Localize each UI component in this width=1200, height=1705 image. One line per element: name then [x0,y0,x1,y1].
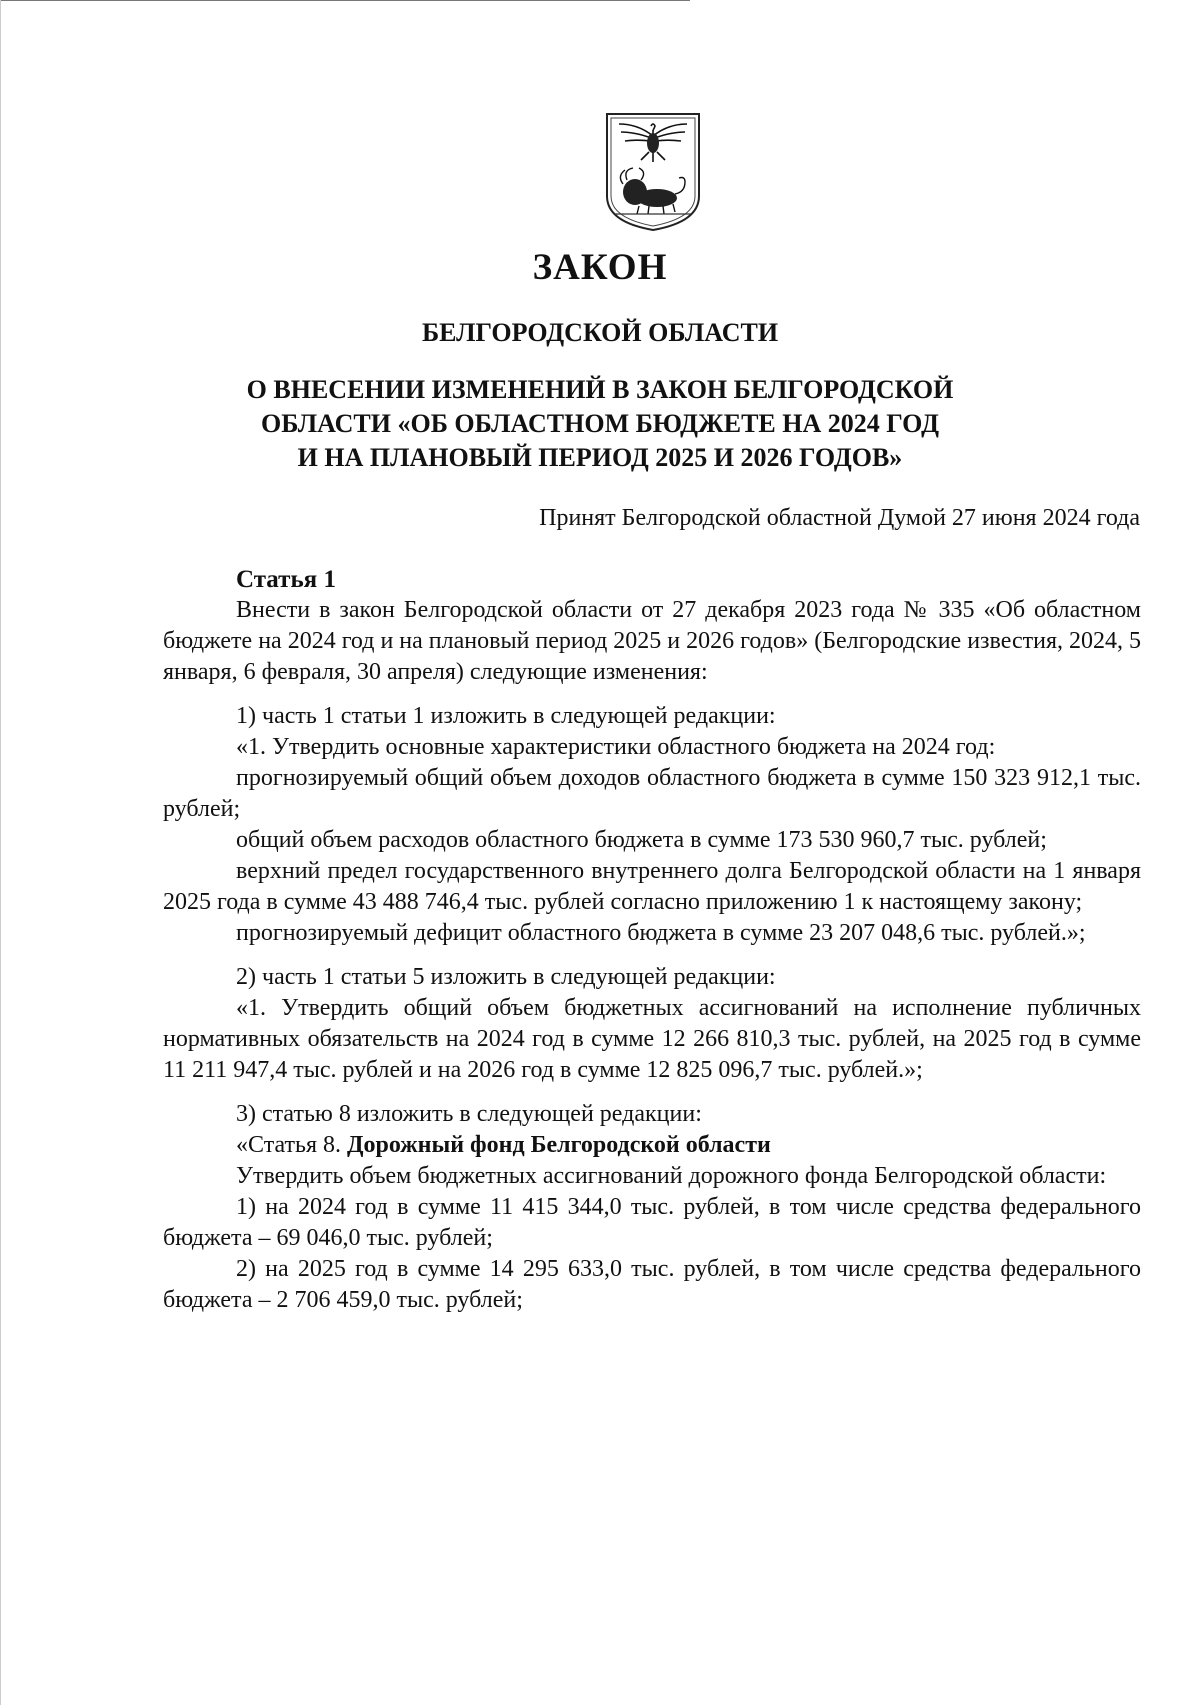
adoption-note: Принят Белгородской областной Думой 27 июня 2024 года [539,505,1140,531]
item-1-line: «1. Утвердить основные характеристики областного бюджета на 2024 год: [236,734,996,760]
article-8-intro: Утвердить объем бюджетных ассигнований дорожного фонда Белгородской области: [236,1163,1107,1189]
item-1-line: прогнозируемый дефицит областного бюджета в сумме 23 207 048,6 тыс. рублей.»; [236,920,1086,946]
law-title: ЗАКОН [532,247,668,288]
article-8-line: 1) на 2024 год в сумме 11 415 344,0 тыс. рублей, в том числе средства федерального бюджета – 69 046,0 тыс. рублей; [163,1194,1141,1251]
document-body [163,564,1141,1316]
item-1-line: общий объем расходов областного бюджета в сумме 173 530 960,7 тыс. рублей; [236,827,1047,853]
item-2-heading: 2) часть 1 статьи 5 изложить в следующей редакции: [236,964,776,990]
article-8-line: 2) на 2025 год в сумме 14 295 633,0 тыс. рублей, в том числе средства федерального бюджета – 2 706 459,0 тыс. рублей; [163,1256,1141,1313]
law-region: БЕЛГОРОДСКОЙ ОБЛАСТИ [421,318,779,347]
law-subject-line: И НА ПЛАНОВЫЙ ПЕРИОД 2025 И 2026 ГОДОВ» [297,443,903,472]
belgorod-coat-of-arms-icon [601,110,705,232]
article-8-heading [163,1130,1141,1161]
item-3-heading: 3) статью 8 изложить в следующей редакции: [236,1101,702,1127]
article-8-prefix: «Статья 8. [236,1132,347,1158]
law-subject-line: О ВНЕСЕНИИ ИЗМЕНЕНИЙ В ЗАКОН БЕЛГОРОДСКОЙ [246,375,954,404]
law-subject-line: ОБЛАСТИ «ОБ ОБЛАСТНОМ БЮДЖЕТЕ НА 2024 ГОД [261,409,939,438]
article-intro: Внести в закон Белгородской области от 27 декабря 2023 года № 335 «Об областном бюджете на 2024 год и на плановый период 2025 и 2026 годов» (Белгородские известия, 2024, 5 января, 6 февраля, 30 апреля) следующие изменения: [163,597,1141,685]
item-1-line: верхний предел государственного внутреннего долга Белгородской области на 1 января 2025 года в сумме 43 488 746,4 тыс. рублей согласно приложению 1 к настоящему закону; [163,858,1141,915]
scan-top-edge [0,0,690,1]
law-subject [0,373,1200,475]
article-8-title: Дорожный фонд Белгородской области [346,1132,771,1158]
item-2-text: «1. Утвердить общий объем бюджетных ассигнований на исполнение публичных нормативных обязательств на 2024 год в сумме 12 266 810,3 тыс. рублей, на 2025 год в сумме 11 211 947,4 тыс. рублей и на 2026 год в сумме 12 825 096,7 тыс. рублей.»; [163,995,1141,1083]
item-1-heading: 1) часть 1 статьи 1 изложить в следующей редакции: [236,703,776,729]
article-title: Статья 1 [236,566,336,593]
item-1-line: прогнозируемый общий объем доходов областного бюджета в сумме 150 323 912,1 тыс. рублей; [163,765,1141,822]
